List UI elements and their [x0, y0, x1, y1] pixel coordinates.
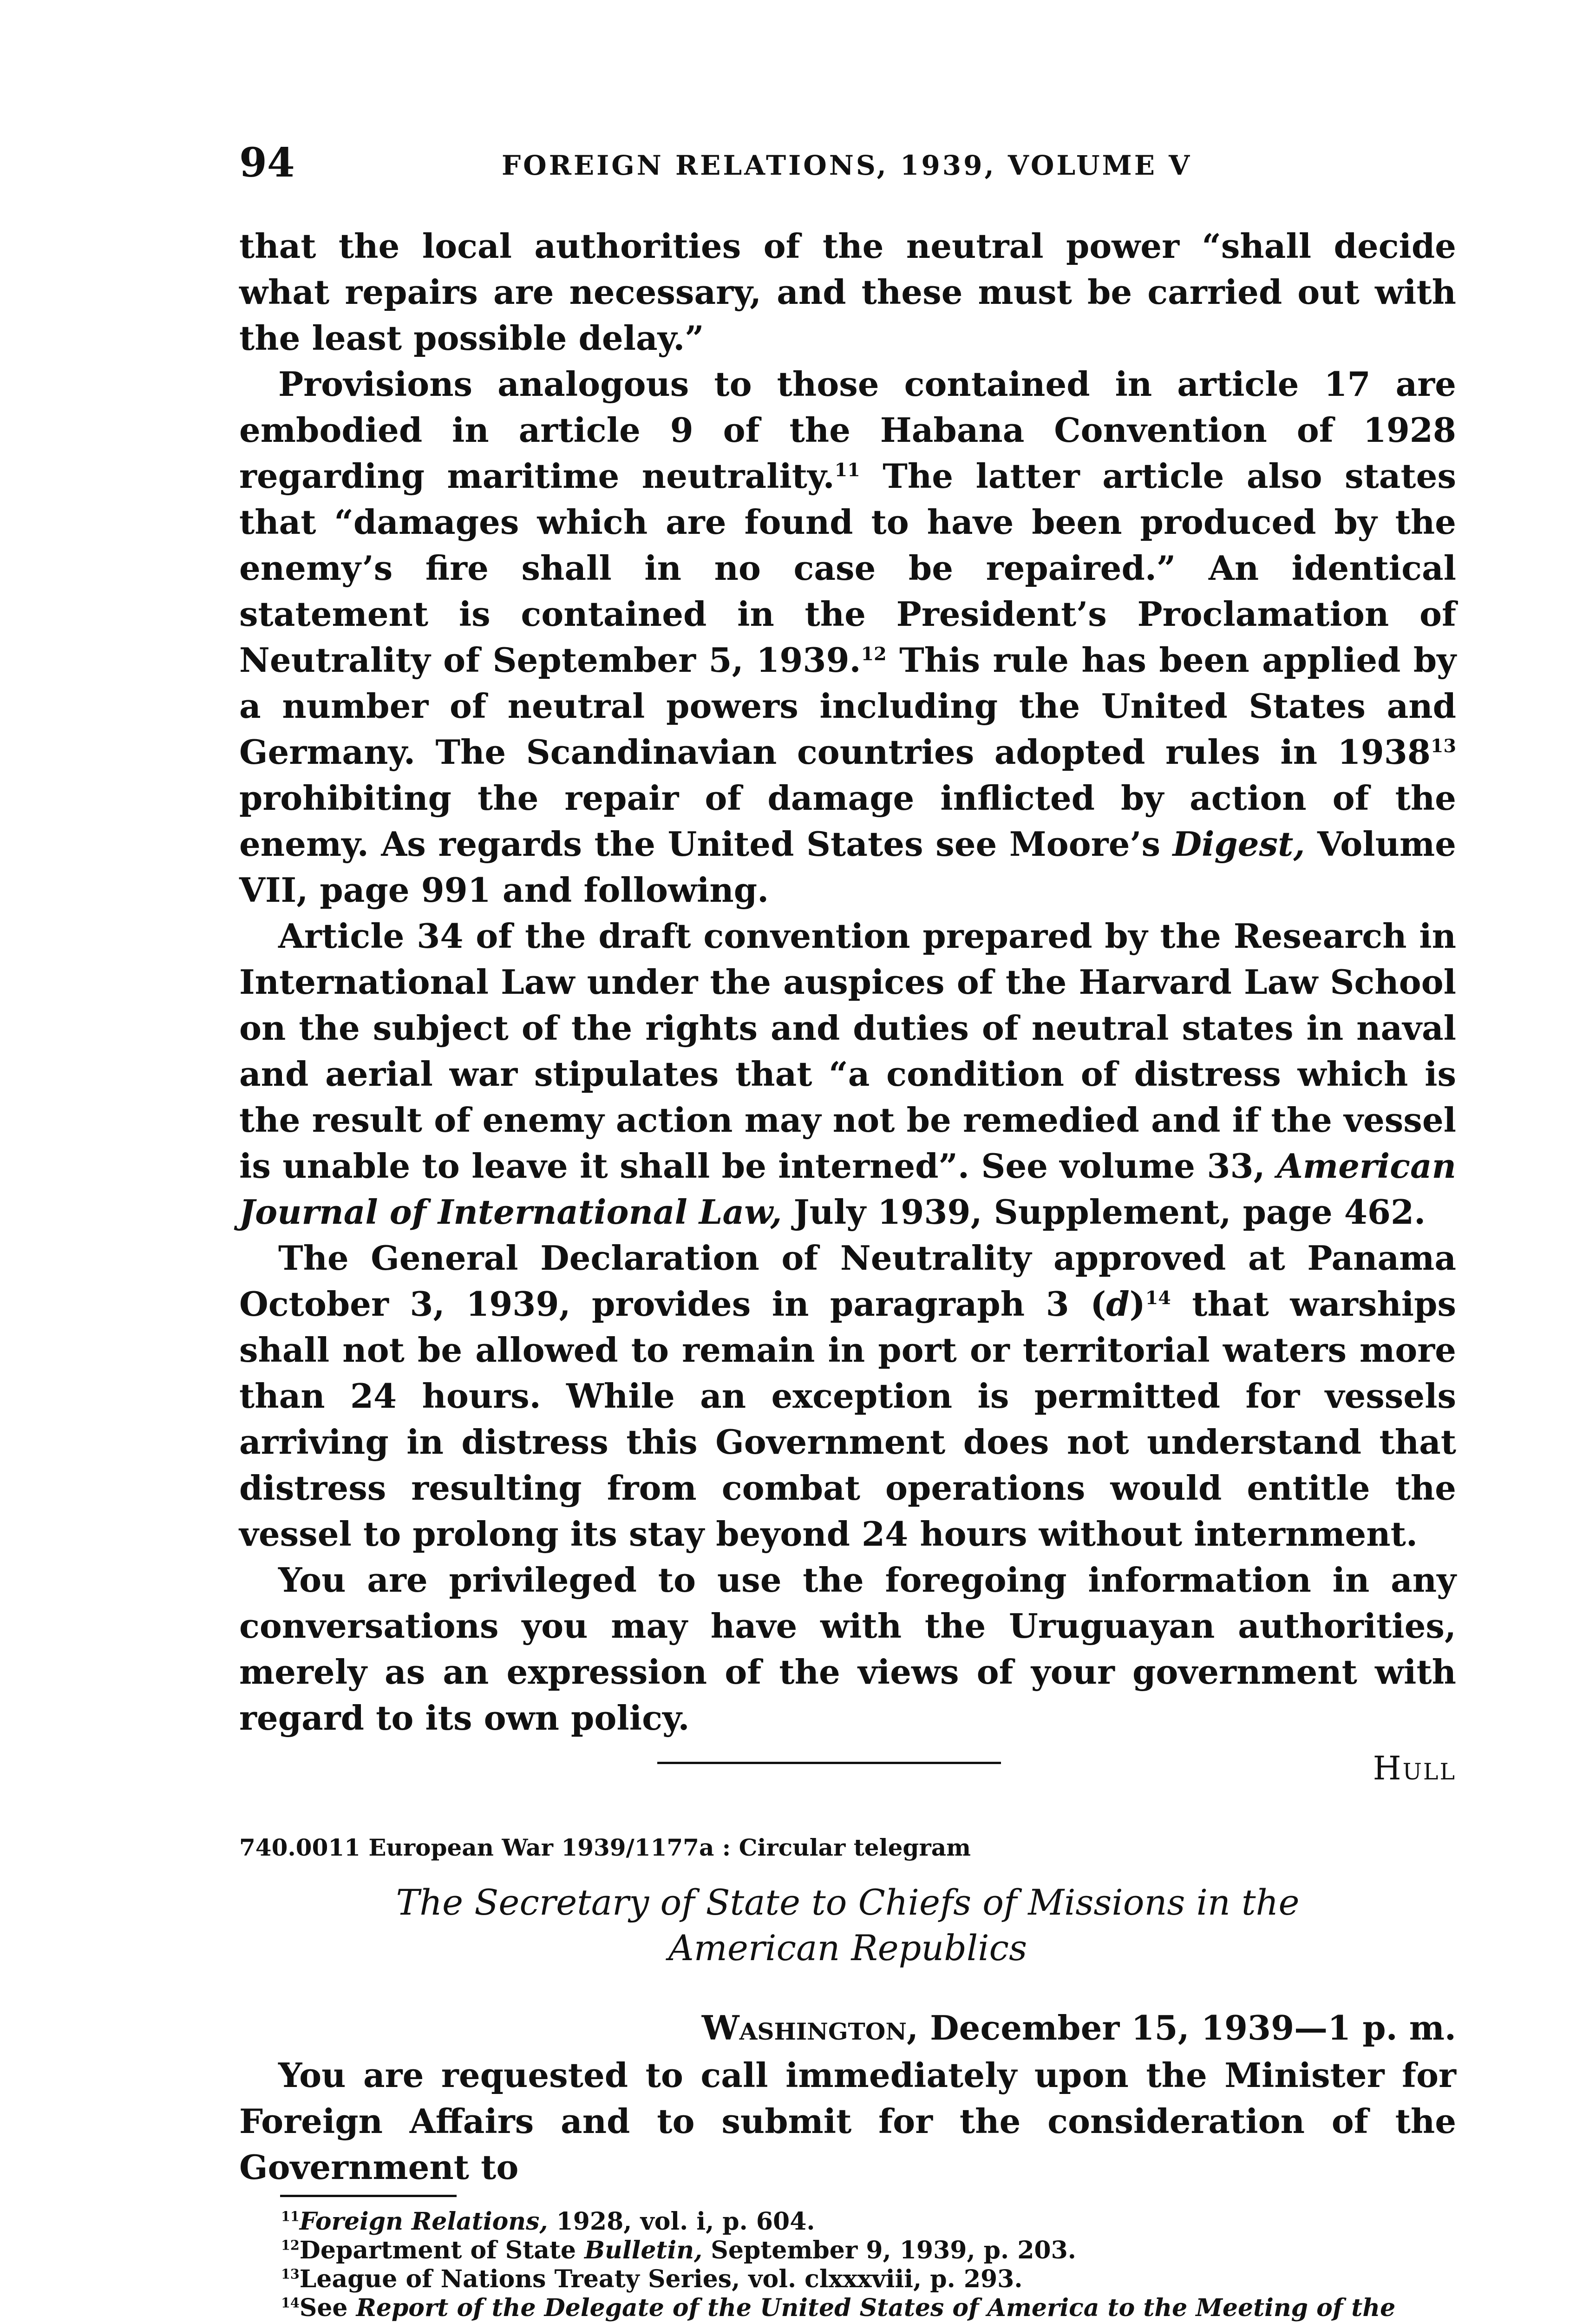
- paragraph-2-text: Volume VII, page 991 and following.: [239, 824, 1456, 910]
- footnote-13: [239, 2265, 1456, 2294]
- page-body: [239, 223, 1456, 2323]
- footnote-text: See: [299, 2294, 356, 2322]
- document-title: The Secretary of State to Chiefs of Missions in the American Republics: [396, 1882, 1300, 1969]
- paragraph-2-text: This rule has been applied by a number of neutral powers including the United States and Germany. The Scandinavian countries adopted rules in 1938: [239, 640, 1456, 772]
- paragraph-3: [239, 913, 1456, 1235]
- footnote-ref-11: 11: [834, 459, 860, 481]
- section-divider: [657, 1762, 1001, 1764]
- footnotes: [239, 2207, 1456, 2323]
- dateline: [239, 2008, 1456, 2047]
- footnote-text: Department of State: [299, 2236, 585, 2264]
- footnote-text: League of Nations Treaty Series, vol. clxxxviii, p. 293.: [299, 2265, 1023, 2293]
- paragraph-4-text: that warships shall not be allowed to remain in port or territorial waters more than 24 hours. While an exception is permitted for vessels arriving in distress this Government does not understand that distress resulting from combat operations would entitle the vessel to prolong its stay beyond 24 hours without internment.: [239, 1284, 1456, 1554]
- telegram-text: You are requested to call immediately upon the Minister for Foreign Affairs and to submit for the consideration of the Government to: [239, 2055, 1456, 2187]
- running-head: FOREIGN RELATIONS, 1939, VOLUME V: [502, 150, 1192, 181]
- footnote-number: 12: [281, 2237, 300, 2253]
- footnote-11: [239, 2207, 1456, 2236]
- footnote-divider: [280, 2195, 457, 2197]
- footnote-number: 14: [281, 2295, 300, 2311]
- footnote-text: 1928, vol. i, p. 604.: [548, 2207, 815, 2236]
- italic-citation: Digest,: [1172, 824, 1305, 864]
- italic-letter: d: [1106, 1284, 1130, 1324]
- paragraph-1: that the local authorities of the neutral power “shall decide what repairs are necessary, and these must be carried out with the least possible delay.”: [239, 226, 1456, 358]
- footnote-ref-13: 13: [1430, 735, 1456, 757]
- footnote-italic: Foreign Relations,: [299, 2207, 548, 2236]
- paragraph-4-text: ): [1129, 1284, 1145, 1324]
- footnote-italic: Report of the Delegate of the United States of America to the Meeting of the: [356, 2294, 1396, 2322]
- footnote-number: 13: [281, 2266, 300, 2282]
- footnote-ref-14: 14: [1145, 1287, 1171, 1309]
- page-header: [239, 139, 1456, 190]
- page-number: 94: [239, 139, 295, 186]
- paragraph-2: [239, 361, 1456, 913]
- file-reference: 740.0011 European War 1939/1177a : Circular telegram: [239, 1834, 971, 1861]
- paragraph-3-text: Article 34 of the draft convention prepared by the Research in International Law under the auspices of the Harvard Law School on the subject of the rights and duties of neutral states in naval and aerial war stipulates that “a condition of distress which is the result of enemy action may not be remedied and if the vessel is unable to leave it shall be interned”. See volume 33,: [239, 916, 1456, 1186]
- paragraph-5: You are privileged to use the foregoing information in any conversations you may have with the Uruguayan authorities, merely as an expression of the views of your government with regard to its own policy.: [239, 1560, 1456, 1738]
- footnote-ref-12: 12: [861, 643, 887, 665]
- italic-citation: American Journal of International Law,: [239, 1146, 1456, 1232]
- dateline-date: December 15, 1939—1 p. m.: [918, 2008, 1456, 2047]
- footnote-number: 11: [281, 2208, 300, 2225]
- paragraph-2-text: prohibiting the repair of damage inflicted by action of the enemy. As regards the United States see Moore’s: [239, 778, 1456, 864]
- paragraph-2-text: Provisions analogous to those contained in article 17 are embodied in article 9 of the Habana Convention of 1928 regarding maritime neutrality.: [239, 364, 1456, 496]
- footnote-text: September 9, 1939, p. 203.: [702, 2236, 1076, 2264]
- paragraph-4-text: The General Declaration of Neutrality approved at Panama October 3, 1939, provides in paragraph 3 (: [239, 1238, 1456, 1324]
- signature: Hull: [1373, 1749, 1456, 1787]
- footnote-italic: Bulletin,: [584, 2236, 703, 2264]
- footnote-14: [239, 2294, 1456, 2323]
- dateline-place: Washington,: [701, 2008, 919, 2047]
- footnote-12: [239, 2236, 1456, 2265]
- paragraph-3-text: July 1939, Supplement, page 462.: [782, 1192, 1426, 1232]
- paragraph-2-text: The latter article also states that “damages which are found to have been produced by the enemy’s fire shall in no case be repaired.” An identical statement is contained in the President’s Proclamation of Neutrality of September 5, 1939.: [239, 456, 1456, 680]
- paragraph-4: [239, 1235, 1456, 1557]
